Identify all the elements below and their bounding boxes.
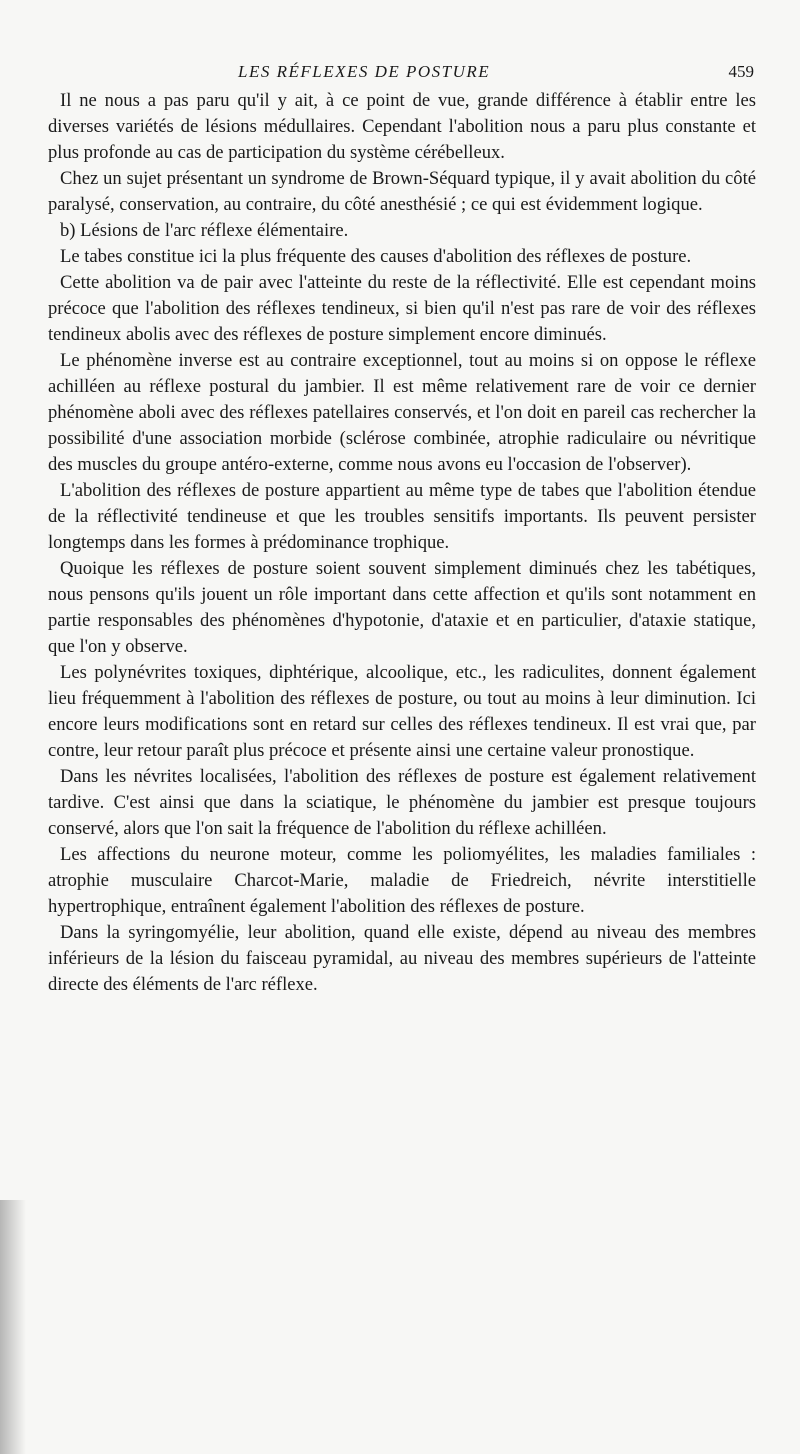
paragraph: Le phénomène inverse est au contraire exceptionnel, tout au moins si on oppose le réflexe achilléen au réflexe postural du jambier. Il est même relativement rare de voir ce dernier phénomène aboli avec des réflexes patellaires conservés, et l'on doit en pareil cas rechercher la possibilité d'une association morbide (sclérose combinée, atrophie radiculaire ou névritique des muscles du groupe antéro-externe, comme nous avons eu l'occasion de l'observer). bbox=[48, 350, 756, 475]
paragraph: Cette abolition va de pair avec l'atteinte du reste de la réflectivité. Elle est cependant moins précoce que l'abolition des réflexes tendineux, si bien qu'il n'est pas rare de voir des réflexes tendineux abolis avec des réflexes de posture simplement encore diminués. bbox=[48, 272, 756, 345]
section-subheading: b) Lésions de l'arc réflexe élémentaire. bbox=[60, 220, 349, 241]
paragraph: Quoique les réflexes de posture soient souvent simplement diminués chez les tabétiques, nous pensons qu'ils jouent un rôle important dans cette affection et qu'ils sont notamment en partie responsables des phénomènes d'hypotonie, d'ataxie et en particulier, d'ataxie statique, que l'on y observe. bbox=[48, 558, 756, 657]
page-number: 459 bbox=[728, 62, 754, 81]
paragraph: L'abolition des réflexes de posture appartient au même type de tabes que l'abolition étendue de la réflectivité tendineuse et que les troubles sensitifs importants. Ils peuvent persister longtemps dans les formes à prédominance trophique. bbox=[48, 480, 756, 553]
paragraph: Dans les névrites localisées, l'abolition des réflexes de posture est également relativement tardive. C'est ainsi que dans la sciatique, le phénomène du jambier est presque toujours conservé, alors que l'on sait la fréquence de l'abolition du réflexe achilléen. bbox=[48, 766, 756, 839]
paragraph: Dans la syringomyélie, leur abolition, quand elle existe, dépend au niveau des membres inférieurs de la lésion du faisceau pyramidal, au niveau des membres supérieurs de l'atteinte directe des éléments de l'arc réflexe. bbox=[48, 922, 756, 995]
paragraph: Les polynévrites toxiques, diphtérique, alcoolique, etc., les radiculites, donnent également lieu fréquemment à l'abolition des réflexes de posture, ou tout au moins à leur diminution. Ici encore leurs modifications sont en retard sur celles des réflexes tendineux. Il est vrai que, par contre, leur retour paraît plus précoce et présente ainsi une certaine valeur pronostique. bbox=[48, 662, 756, 761]
body-text bbox=[48, 88, 756, 998]
book-page bbox=[48, 58, 756, 998]
paragraph: Les affections du neurone moteur, comme les poliomyélites, les maladies familiales : atrophie musculaire Charcot-Marie, maladie de Friedreich, névrite interstitielle hypertrophique, entraînent également l'abolition des réflexes de posture. bbox=[48, 844, 756, 917]
paragraph: Il ne nous a pas paru qu'il y ait, à ce point de vue, grande différence à établir entre les diverses variétés de lésions médullaires. Cependant l'abolition nous a paru plus constante et plus profonde au cas de participation du système cérébelleux. bbox=[48, 90, 756, 163]
paragraph: Le tabes constitue ici la plus fréquente des causes d'abolition des réflexes de posture. bbox=[60, 246, 692, 267]
page-header bbox=[48, 58, 756, 88]
paragraph: Chez un sujet présentant un syndrome de Brown-Séquard typique, il y avait abolition du côté paralysé, conservation, au contraire, du côté anesthésié ; ce qui est évidemment logique. bbox=[48, 168, 756, 215]
page-spine-shadow bbox=[0, 1200, 26, 1454]
running-title: LES RÉFLEXES DE POSTURE bbox=[238, 62, 491, 81]
